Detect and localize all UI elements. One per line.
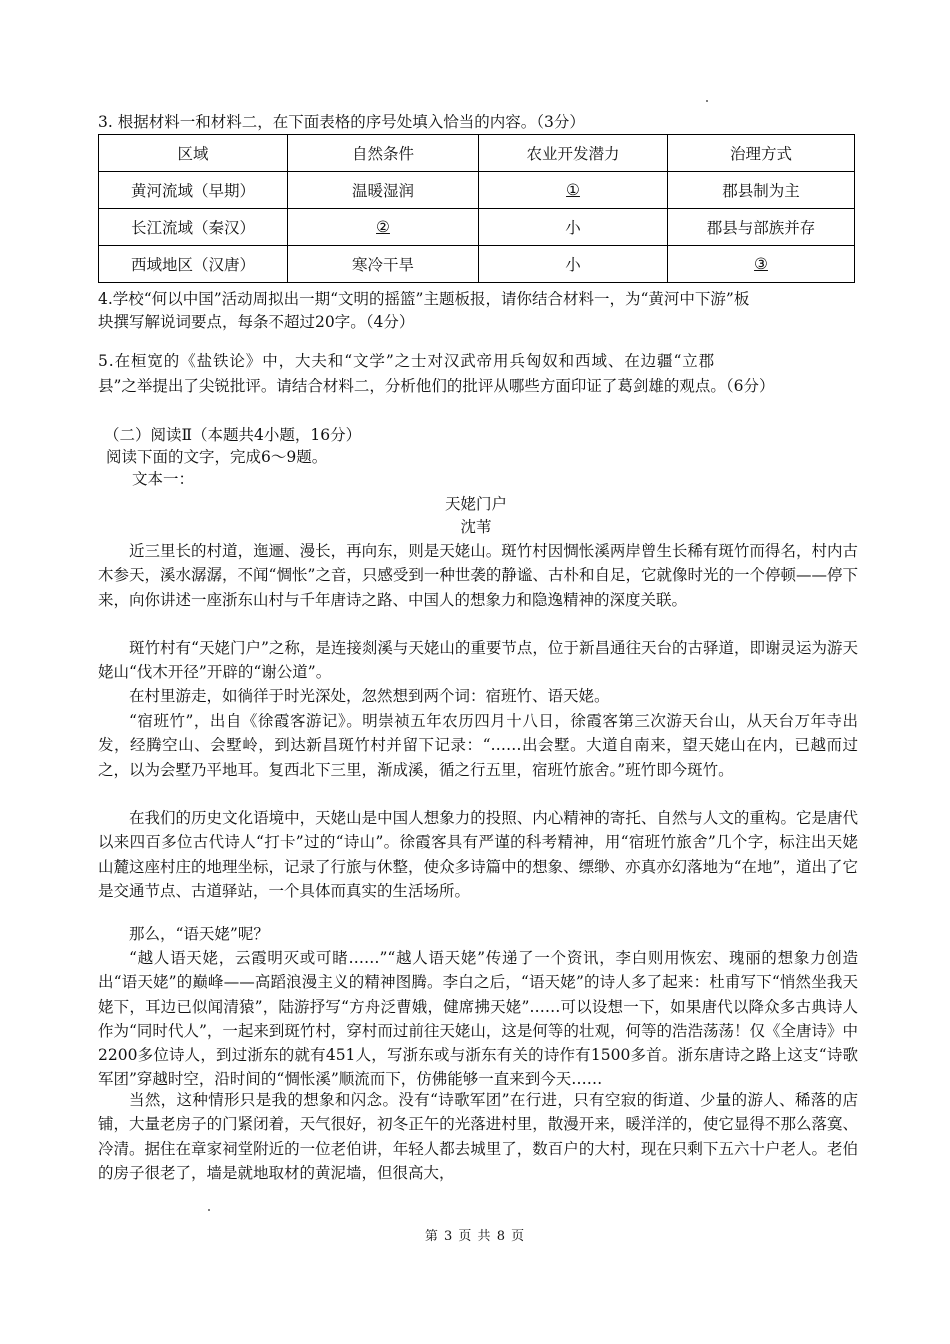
article-paragraph: 那么，“语天姥”呢？ xyxy=(129,925,269,943)
article-author: 沈苇 xyxy=(460,518,492,536)
article-paragraph: 当然，这种情形只是我的想象和闪念。没有“诗歌军团”在行进，只有空寂的街道、少量的游人、稀落的店铺，大量老房子的门紧闭着，天气很好，初冬正午的光落进村里，散漫开来，暖洋洋的，使它显得不那么落寞、冷清。据住在章家祠堂附近的一位老伯讲，年轻人都去城里了，数百户的大村，现在只剩下五六十户老人。老伯的房子很老了，墙是就地取材的黄泥墙，但很高大， xyxy=(98,1091,858,1182)
table-header-row xyxy=(99,135,855,172)
table-cell: 小 xyxy=(479,246,668,283)
article-paragraph: 斑竹村有“天姥门户”之称，是连接剡溪与天姥山的重要节点，位于新昌通往天台的古驿道，即谢灵运为游天姥山“伐木开径”开辟的“谢公道”。 xyxy=(98,639,858,682)
question-4-line-2: 块撰写解说词要点，每条不超过20字。（4分） xyxy=(98,313,415,331)
table-header-cell: 治理方式 xyxy=(668,135,855,172)
table-header-cell: 区域 xyxy=(99,135,288,172)
table-cell: 西域地区（汉唐） xyxy=(99,246,288,283)
reading-instruction: 阅读下面的文字，完成6～9题。 xyxy=(106,448,328,466)
article-paragraph: “宿班竹”，出自《徐霞客游记》。明崇祯五年农历四月十八日，徐霞客第三次游天台山，从天台万年寺出发，经腾空山、会墅岭，到达新昌斑竹村并留下记录：“……出会墅。大道自南来，望天姥山在内，已越而过之，以为会墅乃平地耳。复西北下三里，渐成溪，循之行五里，宿班竹旅舍。”班竹即今斑竹。 xyxy=(98,712,858,779)
answer-table xyxy=(98,134,855,283)
table-blank-3: ③ xyxy=(668,246,855,283)
question-5-line-2: 县”之举提出了尖锐批评。请结合材料二，分析他们的批评从哪些方面印证了葛剑雄的观点。（6分） xyxy=(98,377,775,395)
scan-dot xyxy=(706,100,708,102)
question-3: 3. 根据材料一和材料二，在下面表格的序号处填入恰当的内容。（3分） xyxy=(98,113,585,131)
question-4-line-1: 4.学校“何以中国”活动周拟出一期“文明的摇篮”主题板报，请你结合材料一，为“黄河中下游”板 xyxy=(98,290,750,308)
article-paragraph: “越人语天姥，云霞明灭或可睹……”“越人语天姥”传递了一个资讯，李白则用恢宏、瑰丽的想象力创造出“语天姥”的巅峰——高蹈浪漫主义的精神图腾。李白之后，“语天姥”的诗人多了起来：杜甫写下“悄然坐我天姥下，耳边已似闻清猿”，陆游抒写“方舟泛曹娥，健席拂天姥”……可以设想一下，如果唐代以降众多古典诗人作为“同时代人”，一起来到斑竹村，穿村而过前往天姥山，这是何等的壮观，何等的浩浩荡荡！仅《全唐诗》中2200多位诗人，到过浙东的就有451人，写浙东或与浙东有关的诗作有1500多首。浙东唐诗之路上这支“诗歌军团”穿越时空，沿时间的“惆怅溪”顺流而下，仿佛能够一直来到今天…… xyxy=(98,949,858,1089)
table-blank-1: ① xyxy=(479,172,668,209)
section-heading: （二）阅读Ⅱ（本题共4小题，16分） xyxy=(104,426,362,444)
table-cell: 小 xyxy=(479,209,668,246)
table-row xyxy=(99,209,855,246)
scan-dot xyxy=(208,1209,210,1211)
table-cell: 长江流域（秦汉） xyxy=(99,209,288,246)
table-cell: 温暖湿润 xyxy=(288,172,479,209)
article-paragraph: 在村里游走，如徜徉于时光深处，忽然想到两个词：宿班竹、语天姥。 xyxy=(129,687,610,705)
table-header-cell: 自然条件 xyxy=(288,135,479,172)
article-paragraph: 在我们的历史文化语境中，天姥山是中国人想象力的投照、内心精神的寄托、自然与人文的重构。它是唐代以来四百多位古代诗人“打卡”过的“诗山”。徐霞客具有严谨的科考精神，用“宿班竹旅舍”几个字，标注出天姥山麓这座村庄的地理坐标，记录了行旅与休整，使众多诗篇中的想象、缥缈、亦真亦幻落地为“在地”，道出了它是交通节点、古道驿站，一个具体而真实的生活场所。 xyxy=(98,809,858,900)
article-paragraph: 近三里长的村道，迤逦、漫长，再向东，则是天姥山。斑竹村因惆怅溪两岸曾生长稀有斑竹而得名，村内古木参天，溪水潺潺，不闻“惆怅”之音，只感受到一种世袭的静谧、古朴和自足，它就像时光的一个停顿——停下来，向你讲述一座浙东山村与千年唐诗之路、中国人的想象力和隐逸精神的深度关联。 xyxy=(98,542,858,609)
text-label: 文本一： xyxy=(132,470,195,488)
article-title: 天姥门户 xyxy=(444,495,507,513)
table-cell: 黄河流域（早期） xyxy=(99,172,288,209)
page-footer: 第 3 页 共 8 页 xyxy=(424,1229,526,1244)
table-cell: 寒冷干旱 xyxy=(288,246,479,283)
table-row xyxy=(99,172,855,209)
table-header-cell: 农业开发潜力 xyxy=(479,135,668,172)
table-blank-2: ② xyxy=(288,209,479,246)
table-cell: 郡县制为主 xyxy=(668,172,855,209)
table-cell: 郡县与部族并存 xyxy=(668,209,855,246)
question-5-line-1: 5.在桓宽的《盐铁论》中，大夫和“文学”之士对汉武帝用兵匈奴和西域、在边疆“立郡 xyxy=(98,352,716,370)
table-row xyxy=(99,246,855,283)
